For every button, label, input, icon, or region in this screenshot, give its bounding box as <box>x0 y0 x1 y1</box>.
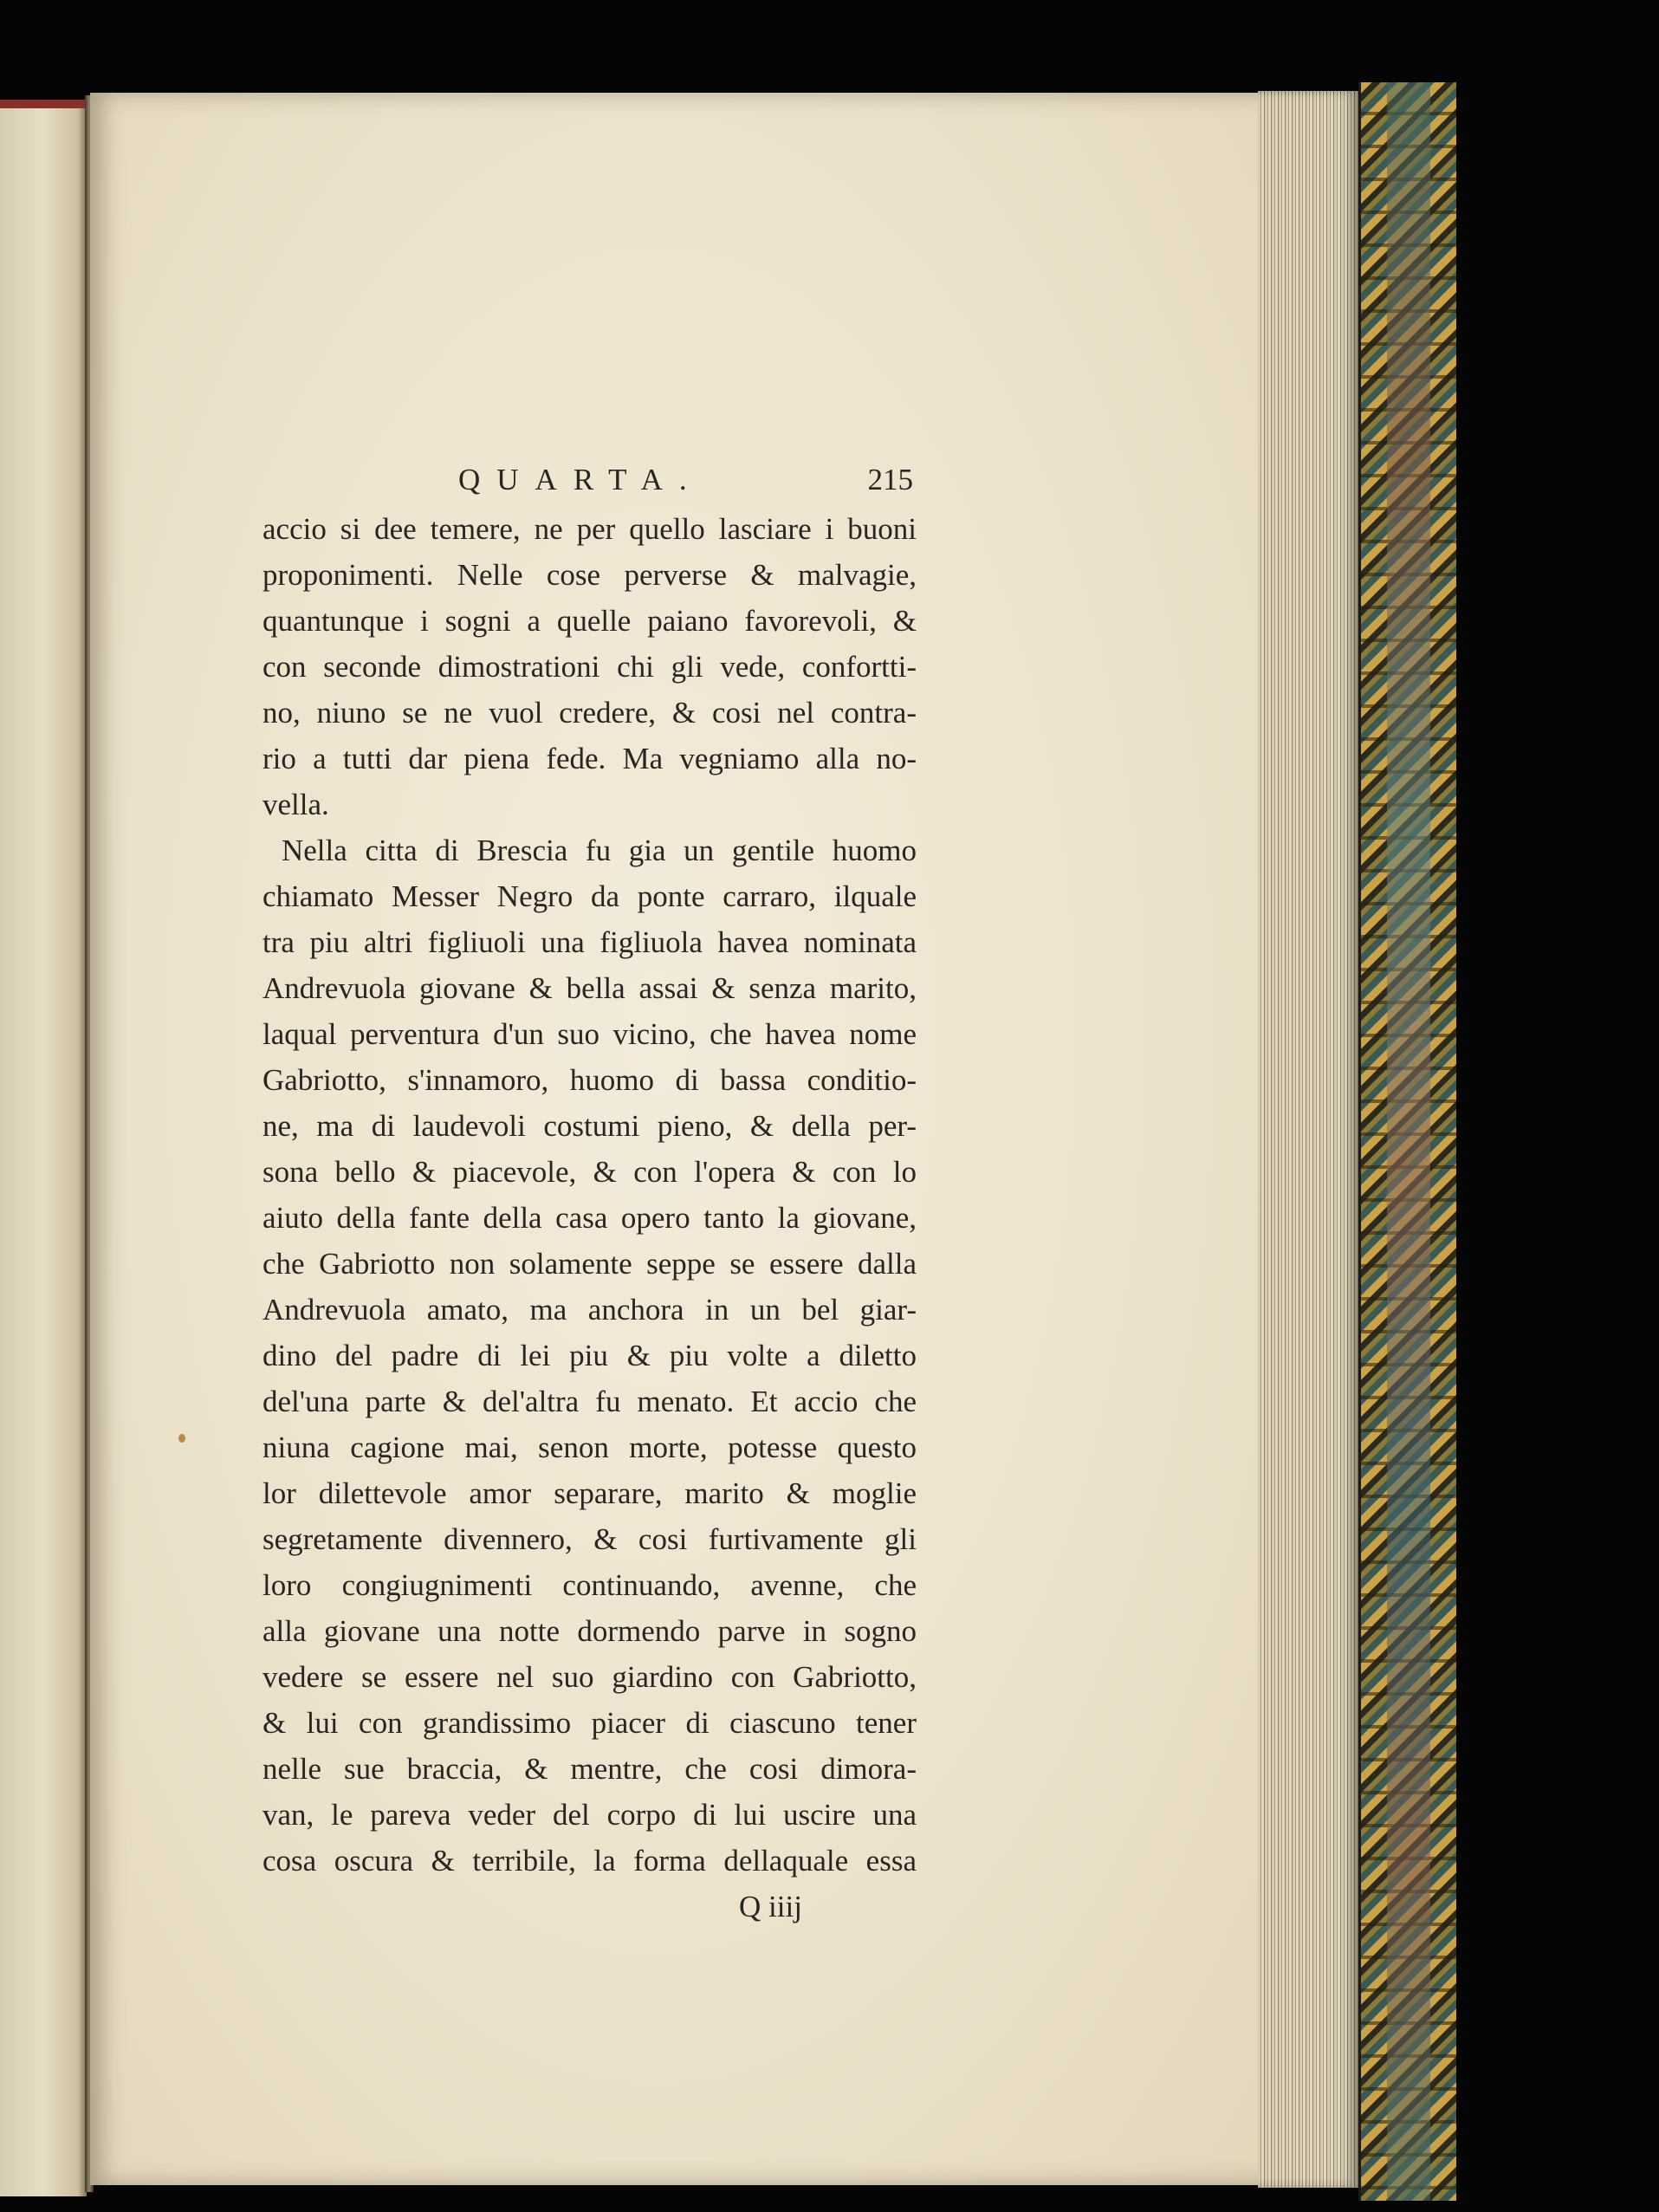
text-line: niuna cagione mai, senon morte, potesse questo <box>262 1430 917 1464</box>
text-line: proponimenti. Nelle cose perverse & malvagie, <box>262 558 917 592</box>
text-line: Gabriotto, s'innamoro, huomo di bassa conditio- <box>262 1063 917 1097</box>
text-line: con seconde dimostrationi chi gli vede, confortti- <box>262 650 917 684</box>
text-line: Andrevuola giovane & bella assai & senza marito, <box>262 971 917 1005</box>
text-line: ne, ma di laudevoli costumi pieno, & della per- <box>262 1109 917 1143</box>
text-line: quantunque i sogni a quelle paiano favorevoli, & <box>262 604 917 638</box>
text-line: tra piu altri figliuoli una figliuola havea nominata <box>262 925 917 959</box>
text-line: no, niuno se ne vuol credere, & cosi nel contra- <box>262 696 917 730</box>
text-line: vella. <box>262 788 329 821</box>
text-line: Andrevuola amato, ma anchora in un bel giar- <box>262 1293 917 1327</box>
text-line: cosa oscura & terribile, la forma dellaquale essa <box>262 1844 917 1878</box>
page-edges <box>1258 91 1360 2188</box>
running-head-title: QUARTA. <box>458 463 703 496</box>
signature-mark: Q iiij <box>739 1890 802 1923</box>
running-head <box>262 463 917 506</box>
text-line: vedere se essere nel suo giardino con Gabriotto, <box>262 1660 917 1694</box>
foxing-spot <box>178 1434 185 1443</box>
text-line: van, le pareva veder del corpo di lui uscire una <box>262 1798 917 1832</box>
text-line: sona bello & piacevole, & con l'opera & con lo <box>262 1155 917 1189</box>
text-block <box>262 463 917 1929</box>
page-number: 215 <box>867 463 913 496</box>
gilt-spine-edge <box>1358 82 1456 2201</box>
text-line: aiuto della fante della casa opero tanto la giovane, <box>262 1201 917 1235</box>
text-line: nelle sue braccia, & mentre, che cosi dimora- <box>262 1752 917 1786</box>
text-line: dino del padre di lei piu & piu volte a diletto <box>262 1339 917 1372</box>
text-line: lor dilettevole amor separare, marito & moglie <box>262 1476 917 1510</box>
text-line: alla giovane una notte dormendo parve in sogno <box>262 1614 917 1648</box>
text-line: laqual perventura d'un suo vicino, che havea nome <box>262 1017 917 1051</box>
text-line: segretamente divennero, & cosi furtivamente gli <box>262 1522 917 1556</box>
text-line: chiamato Messer Negro da ponte carraro, ilquale <box>262 879 917 913</box>
text-line: loro congiugnimenti continuando, avenne, che <box>262 1568 917 1602</box>
left-page-edge <box>0 100 87 2196</box>
text-line: Nella citta di Brescia fu gia un gentile huomo <box>282 834 917 867</box>
text-line: del'una parte & del'altra fu menato. Et accio che <box>262 1385 917 1418</box>
text-line: rio a tutti dar piena fede. Ma vegniamo alla no- <box>262 742 917 775</box>
text-line: & lui con grandissimo piacer di ciascuno tener <box>262 1706 917 1740</box>
text-line: che Gabriotto non solamente seppe se essere dalla <box>262 1247 917 1281</box>
text-line: accio si dee temere, ne per quello lasciare i buoni <box>262 512 917 546</box>
